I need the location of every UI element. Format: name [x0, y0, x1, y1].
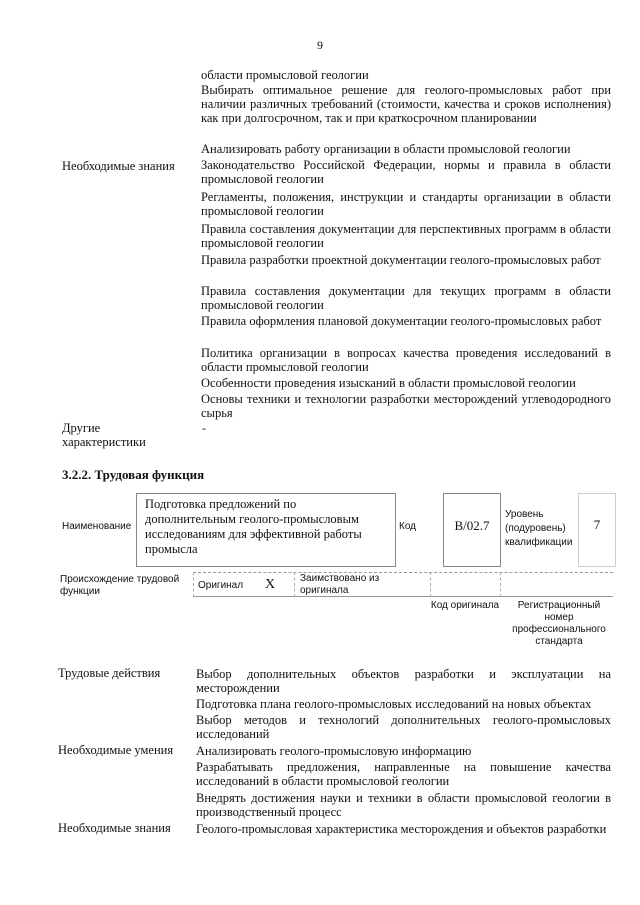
origin-cell-divider — [430, 572, 431, 597]
knowledge-item: Особенности проведения изысканий в области промысловой геологии — [201, 376, 576, 390]
name-label: Наименование — [62, 521, 132, 532]
actions-label: Трудовые действия — [58, 666, 161, 680]
knowledge-item: Регламенты, положения, инструкции и стандарты организации в области промысловой геологии — [201, 190, 611, 218]
origin-cell-divider — [294, 572, 295, 597]
knowledge-item: Правила оформления плановой документации геолого-промысловых работ — [201, 314, 602, 328]
knowledge-item: Геолого-промысловая характеристика месторождения и объектов разработки — [196, 822, 607, 836]
knowledge-item: Политика организации в вопросах качества проведения исследований в области промысловой геологии — [201, 346, 611, 374]
level-label: Уровень (подуровень) квалификации — [505, 509, 573, 548]
level-value: 7 — [593, 517, 601, 532]
knowledge-item: Правила составления документации для текущих программ в области промысловой геологии — [201, 284, 611, 312]
skill-item: Разрабатывать предложения, направленные на повышение качества исследований в области промысловой геологии — [196, 760, 611, 788]
other-characteristics-value: - — [202, 421, 206, 435]
page-number: 9 — [317, 38, 323, 52]
skill-item: Внедрять достижения науки и техники в области промысловой геологии в производственный процесс — [196, 791, 611, 819]
knowledge-item: Правила составления документации для перспективных программ в области промысловой геологии — [201, 222, 611, 250]
action-item: Выбор дополнительных объектов разработки и эксплуатации на месторождении — [196, 667, 611, 695]
skill-item: области промысловой геологии — [201, 68, 369, 82]
skill-item: Анализировать работу организации в области промысловой геологии — [201, 142, 571, 156]
reg-number-label: Регистрационный номер профессионального стандарта — [512, 600, 606, 647]
knowledge-label: Необходимые знания — [62, 159, 175, 173]
origin-mark: X — [265, 577, 276, 592]
origin-cell-divider — [193, 572, 194, 597]
code-original-label: Код оригинала — [430, 600, 500, 611]
origin-label: Происхождение трудовой функции — [60, 574, 180, 597]
skills-label: Необходимые умения — [58, 743, 174, 757]
action-item: Подготовка плана геолого-промысловых исследований на новых объектах — [196, 697, 592, 711]
knowledge-label: Необходимые знания — [58, 821, 171, 835]
origin-borrowed: Заимствовано из оригинала — [300, 573, 380, 596]
knowledge-item: Правила разработки проектной документации геолого-промысловых работ — [201, 253, 601, 267]
function-name: Подготовка предложений по дополнительным геолого-промысловым исследованиям для эффективной работы промысла — [145, 497, 362, 556]
knowledge-item: Основы техники и технологии разработки месторождений углеводородного сырья — [201, 392, 611, 420]
other-characteristics-label: Другие характеристики — [62, 421, 146, 449]
skill-item: Выбирать оптимальное решение для геолого-промысловых работ при наличии различных требований (стоимости, качества и сроков исполнения) как при долгосрочном, так и при краткосрочном планировании — [201, 83, 611, 125]
knowledge-item: Законодательство Российской Федерации, нормы и правила в области промысловой геологии — [201, 158, 611, 186]
action-item: Выбор методов и технологий дополнительных геолого-промысловых исследований — [196, 713, 611, 741]
skill-item: Анализировать геолого-промысловую информацию — [196, 744, 472, 758]
origin-cell-divider — [500, 572, 501, 597]
code-value: B/02.7 — [454, 518, 490, 533]
origin-original: Оригинал — [198, 580, 244, 591]
section-heading: 3.2.2. Трудовая функция — [62, 467, 205, 482]
code-label: Код — [399, 521, 417, 532]
